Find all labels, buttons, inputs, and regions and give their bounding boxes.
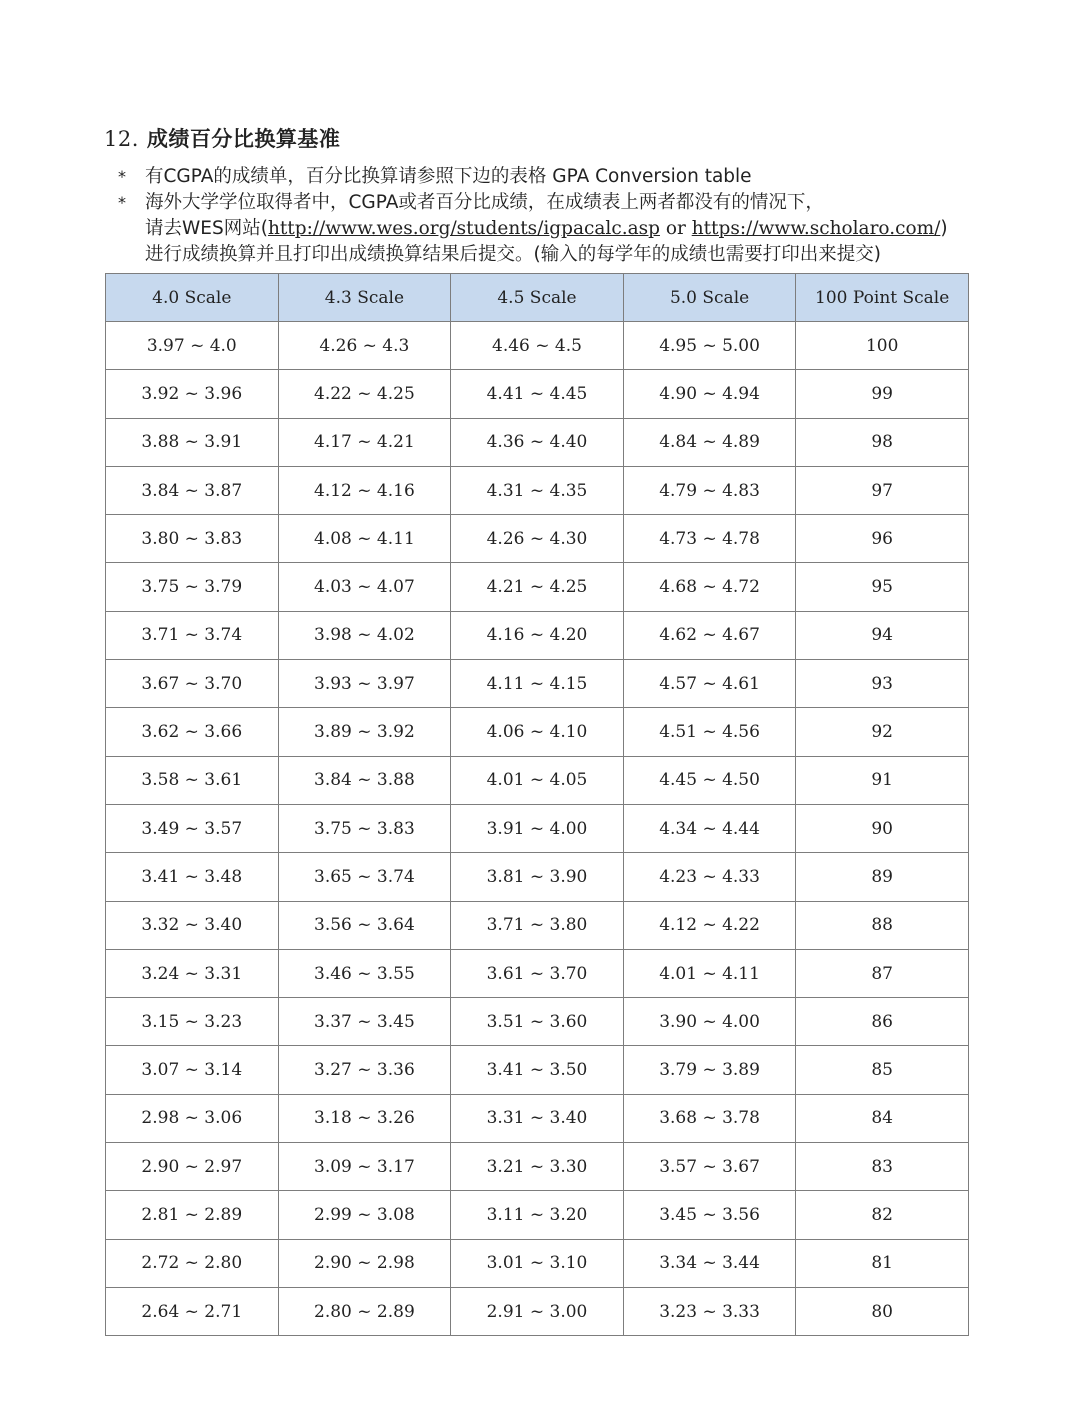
table-cell: 4.21 ~ 4.25 <box>451 563 624 611</box>
table-cell: 97 <box>796 466 969 514</box>
table-cell: 3.41 ~ 3.50 <box>451 1046 624 1094</box>
table-cell: 90 <box>796 804 969 852</box>
table-row <box>106 1046 969 1094</box>
table-cell: 99 <box>796 370 969 418</box>
table-cell: 3.97 ~ 4.0 <box>106 322 279 370</box>
table-row <box>106 1287 969 1335</box>
table-cell: 3.71 ~ 3.80 <box>451 901 624 949</box>
table-cell: 4.12 ~ 4.16 <box>278 466 451 514</box>
table-cell: 94 <box>796 611 969 659</box>
table-row <box>106 370 969 418</box>
table-cell: 4.22 ~ 4.25 <box>278 370 451 418</box>
note-text: 请去WES网站( <box>145 218 268 239</box>
table-cell: 89 <box>796 853 969 901</box>
table-cell: 4.12 ~ 4.22 <box>623 901 796 949</box>
column-header: 4.5 Scale <box>451 274 624 322</box>
table-cell: 3.23 ~ 3.33 <box>623 1287 796 1335</box>
note-text: ) <box>940 218 948 239</box>
table-cell: 82 <box>796 1191 969 1239</box>
section-number: 12. <box>104 127 139 151</box>
table-cell: 3.01 ~ 3.10 <box>451 1239 624 1287</box>
table-row <box>106 660 969 708</box>
table-row <box>106 466 969 514</box>
table-cell: 3.92 ~ 3.96 <box>106 370 279 418</box>
table-cell: 4.45 ~ 4.50 <box>623 756 796 804</box>
table-cell: 3.58 ~ 3.61 <box>106 756 279 804</box>
table-cell: 3.79 ~ 3.89 <box>623 1046 796 1094</box>
table-cell: 4.11 ~ 4.15 <box>451 660 624 708</box>
table-cell: 4.08 ~ 4.11 <box>278 515 451 563</box>
wes-link[interactable]: http://www.wes.org/students/igpacalc.asp <box>267 218 660 239</box>
table-cell: 2.99 ~ 3.08 <box>278 1191 451 1239</box>
bullet-marker: * <box>118 167 126 186</box>
column-header: 5.0 Scale <box>623 274 796 322</box>
table-cell: 3.15 ~ 3.23 <box>106 998 279 1046</box>
table-cell: 96 <box>796 515 969 563</box>
table-cell: 4.17 ~ 4.21 <box>278 418 451 466</box>
table-cell: 95 <box>796 563 969 611</box>
table-cell: 3.24 ~ 3.31 <box>106 949 279 997</box>
note-item <box>118 190 998 268</box>
table-cell: 3.81 ~ 3.90 <box>451 853 624 901</box>
table-cell: 3.27 ~ 3.36 <box>278 1046 451 1094</box>
table-cell: 3.31 ~ 3.40 <box>451 1094 624 1142</box>
table-cell: 88 <box>796 901 969 949</box>
table-row <box>106 998 969 1046</box>
table-cell: 4.84 ~ 4.89 <box>623 418 796 466</box>
table-row <box>106 1094 969 1142</box>
table-cell: 81 <box>796 1239 969 1287</box>
table-cell: 3.67 ~ 3.70 <box>106 660 279 708</box>
column-header: 4.0 Scale <box>106 274 279 322</box>
table-cell: 3.56 ~ 3.64 <box>278 901 451 949</box>
table-cell: 4.34 ~ 4.44 <box>623 804 796 852</box>
note-text: 有CGPA的成绩单，百分比换算请参照下边的表格 GPA Conversion table <box>145 166 752 187</box>
table-cell: 3.93 ~ 3.97 <box>278 660 451 708</box>
table-cell: 3.61 ~ 3.70 <box>451 949 624 997</box>
table-cell: 4.51 ~ 4.56 <box>623 708 796 756</box>
table-row <box>106 515 969 563</box>
table-cell: 4.26 ~ 4.30 <box>451 515 624 563</box>
note-text: 进行成绩换算并且打印出成绩换算结果后提交。(输入的每学年的成绩也需要打印出来提交) <box>145 244 881 265</box>
table-row <box>106 708 969 756</box>
table-cell: 4.26 ~ 4.3 <box>278 322 451 370</box>
table-row <box>106 418 969 466</box>
table-cell: 4.01 ~ 4.05 <box>451 756 624 804</box>
table-cell: 86 <box>796 998 969 1046</box>
table-cell: 3.41 ~ 3.48 <box>106 853 279 901</box>
table-row <box>106 322 969 370</box>
table-cell: 4.03 ~ 4.07 <box>278 563 451 611</box>
table-row <box>106 1239 969 1287</box>
table-cell: 4.23 ~ 4.33 <box>623 853 796 901</box>
table-cell: 4.95 ~ 5.00 <box>623 322 796 370</box>
notes-block <box>118 164 998 268</box>
table-cell: 4.36 ~ 4.40 <box>451 418 624 466</box>
note-text: or <box>659 218 692 239</box>
table-cell: 4.46 ~ 4.5 <box>451 322 624 370</box>
table-cell: 3.75 ~ 3.83 <box>278 804 451 852</box>
scholaro-link[interactable]: https://www.scholaro.com/ <box>691 218 941 239</box>
table-cell: 4.41 ~ 4.45 <box>451 370 624 418</box>
note-text: 海外大学学位取得者中，CGPA或者百分比成绩，在成绩表上两者都没有的情况下， <box>145 192 824 213</box>
table-cell: 3.91 ~ 4.00 <box>451 804 624 852</box>
table-cell: 87 <box>796 949 969 997</box>
table-cell: 2.98 ~ 3.06 <box>106 1094 279 1142</box>
table-cell: 3.80 ~ 3.83 <box>106 515 279 563</box>
table-cell: 4.06 ~ 4.10 <box>451 708 624 756</box>
table-cell: 3.98 ~ 4.02 <box>278 611 451 659</box>
table-cell: 4.68 ~ 4.72 <box>623 563 796 611</box>
table-cell: 2.64 ~ 2.71 <box>106 1287 279 1335</box>
note-item <box>118 164 998 190</box>
table-cell: 3.09 ~ 3.17 <box>278 1143 451 1191</box>
table-cell: 2.72 ~ 2.80 <box>106 1239 279 1287</box>
table-cell: 2.80 ~ 2.89 <box>278 1287 451 1335</box>
table-cell: 3.51 ~ 3.60 <box>451 998 624 1046</box>
table-cell: 3.65 ~ 3.74 <box>278 853 451 901</box>
table-body <box>106 322 969 1336</box>
table-row <box>106 1191 969 1239</box>
table-row <box>106 611 969 659</box>
table-row <box>106 804 969 852</box>
table-cell: 3.18 ~ 3.26 <box>278 1094 451 1142</box>
table-cell: 2.91 ~ 3.00 <box>451 1287 624 1335</box>
section-heading <box>104 123 340 153</box>
table-cell: 93 <box>796 660 969 708</box>
bullet-marker: * <box>118 193 126 212</box>
table-cell: 2.81 ~ 2.89 <box>106 1191 279 1239</box>
table-cell: 4.62 ~ 4.67 <box>623 611 796 659</box>
column-header: 100 Point Scale <box>796 274 969 322</box>
table-cell: 3.84 ~ 3.88 <box>278 756 451 804</box>
table-cell: 3.57 ~ 3.67 <box>623 1143 796 1191</box>
table-cell: 3.49 ~ 3.57 <box>106 804 279 852</box>
table-cell: 4.57 ~ 4.61 <box>623 660 796 708</box>
table-cell: 3.32 ~ 3.40 <box>106 901 279 949</box>
note-text-block <box>145 190 998 268</box>
table-cell: 3.34 ~ 3.44 <box>623 1239 796 1287</box>
table-row <box>106 1143 969 1191</box>
table-cell: 3.88 ~ 3.91 <box>106 418 279 466</box>
table-cell: 4.01 ~ 4.11 <box>623 949 796 997</box>
table-cell: 3.07 ~ 3.14 <box>106 1046 279 1094</box>
table-cell: 3.62 ~ 3.66 <box>106 708 279 756</box>
table-cell: 3.75 ~ 3.79 <box>106 563 279 611</box>
column-header: 4.3 Scale <box>278 274 451 322</box>
table-cell: 80 <box>796 1287 969 1335</box>
gpa-conversion-table <box>105 273 969 1336</box>
table-cell: 3.90 ~ 4.00 <box>623 998 796 1046</box>
table-cell: 3.46 ~ 3.55 <box>278 949 451 997</box>
table-cell: 92 <box>796 708 969 756</box>
table-row <box>106 901 969 949</box>
table-row <box>106 756 969 804</box>
table-row <box>106 853 969 901</box>
table-cell: 3.68 ~ 3.78 <box>623 1094 796 1142</box>
table-cell: 100 <box>796 322 969 370</box>
table-cell: 83 <box>796 1143 969 1191</box>
section-title: 成绩百分比换算基准 <box>146 127 341 151</box>
table-cell: 3.45 ~ 3.56 <box>623 1191 796 1239</box>
table-cell: 2.90 ~ 2.97 <box>106 1143 279 1191</box>
table-cell: 4.90 ~ 4.94 <box>623 370 796 418</box>
table-cell: 3.84 ~ 3.87 <box>106 466 279 514</box>
table-cell: 84 <box>796 1094 969 1142</box>
table-cell: 2.90 ~ 2.98 <box>278 1239 451 1287</box>
table-cell: 3.89 ~ 3.92 <box>278 708 451 756</box>
table-cell: 85 <box>796 1046 969 1094</box>
table-cell: 3.37 ~ 3.45 <box>278 998 451 1046</box>
table-cell: 91 <box>796 756 969 804</box>
table-cell: 4.16 ~ 4.20 <box>451 611 624 659</box>
table-row <box>106 563 969 611</box>
table-cell: 4.73 ~ 4.78 <box>623 515 796 563</box>
table-cell: 98 <box>796 418 969 466</box>
table-row <box>106 949 969 997</box>
table-cell: 4.31 ~ 4.35 <box>451 466 624 514</box>
table-cell: 4.79 ~ 4.83 <box>623 466 796 514</box>
table-cell: 3.21 ~ 3.30 <box>451 1143 624 1191</box>
table-cell: 3.71 ~ 3.74 <box>106 611 279 659</box>
table-header-row <box>106 274 969 322</box>
table-cell: 3.11 ~ 3.20 <box>451 1191 624 1239</box>
